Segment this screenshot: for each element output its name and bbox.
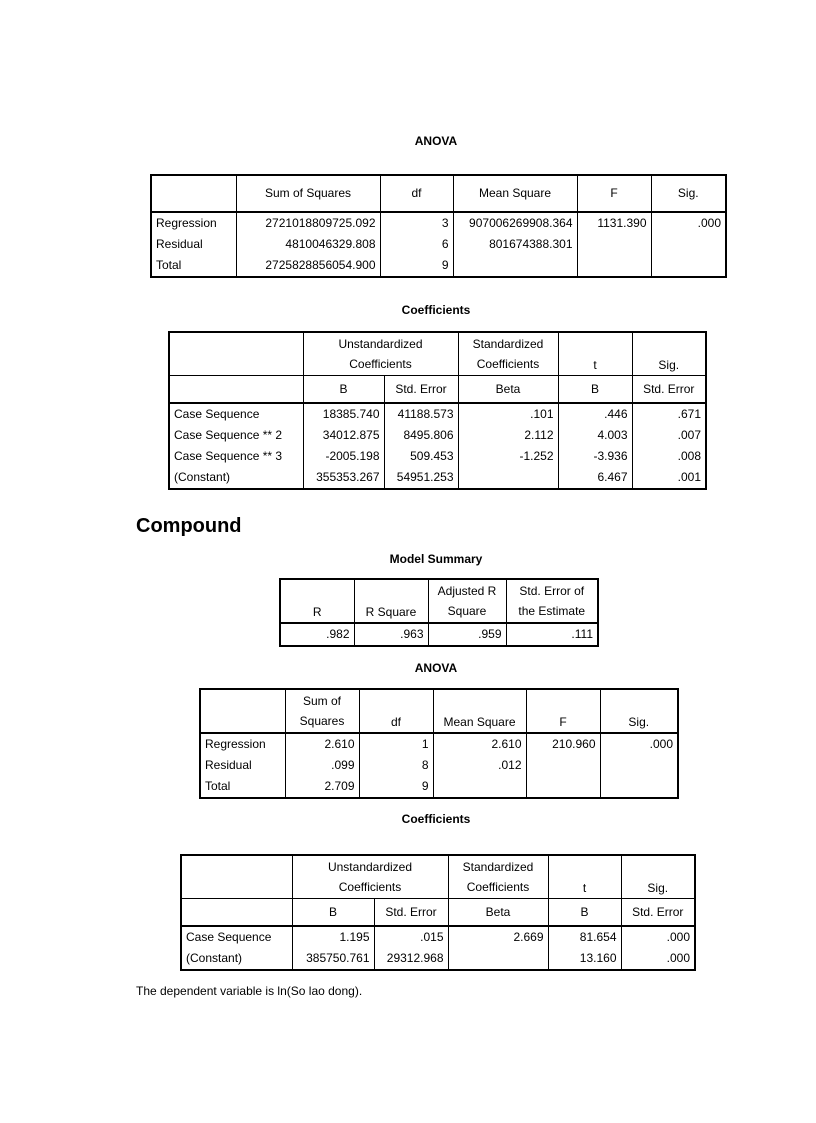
cell: .111 bbox=[506, 623, 598, 646]
header-text: Adjusted R bbox=[437, 584, 497, 598]
coef2-header-sig: Sig. bbox=[621, 855, 695, 899]
row-label: Regression bbox=[205, 737, 266, 751]
cell: .101 bbox=[458, 403, 558, 425]
coef2-header-row-2 bbox=[181, 899, 695, 927]
header-text: Sum of bbox=[302, 694, 341, 708]
table-row bbox=[169, 446, 706, 467]
header-text: Squares bbox=[299, 714, 345, 728]
anova1-table bbox=[150, 174, 727, 278]
row-label: Residual bbox=[156, 237, 203, 251]
model-summary-table bbox=[279, 578, 599, 647]
table-row bbox=[151, 255, 726, 277]
cell: 2.112 bbox=[458, 425, 558, 446]
header-text: Coefficients bbox=[338, 880, 402, 894]
cell: -1.252 bbox=[458, 446, 558, 467]
row-label: Case Sequence ** 2 bbox=[174, 428, 283, 442]
table-row bbox=[280, 623, 598, 646]
anova1-corner bbox=[151, 175, 236, 212]
coef2-corner bbox=[181, 899, 292, 927]
cell: -3.936 bbox=[558, 446, 632, 467]
cell: 385750.761 bbox=[292, 948, 374, 970]
coef1-subheader: Std. Error bbox=[632, 376, 706, 404]
cell bbox=[577, 255, 651, 277]
cell: 41188.573 bbox=[384, 403, 458, 425]
coef1-header-row-1 bbox=[169, 332, 706, 376]
cell: 3 bbox=[380, 212, 453, 234]
anova1-title: ANOVA bbox=[414, 134, 458, 148]
coef2-corner bbox=[181, 855, 292, 899]
cell: .446 bbox=[558, 403, 632, 425]
coef2-subheader: Beta bbox=[448, 899, 548, 927]
table-row bbox=[151, 212, 726, 234]
row-label: Regression bbox=[156, 216, 217, 230]
cell bbox=[433, 776, 526, 798]
header-r: R bbox=[280, 579, 354, 623]
cell: 2.610 bbox=[433, 733, 526, 755]
cell bbox=[526, 776, 600, 798]
coef1-header-t: t bbox=[558, 332, 632, 376]
cell: .963 bbox=[354, 623, 428, 646]
cell: 18385.740 bbox=[303, 403, 384, 425]
header-text: the Estimate bbox=[518, 604, 586, 618]
cell: .001 bbox=[632, 467, 706, 489]
cell: 9 bbox=[359, 776, 433, 798]
cell: 29312.968 bbox=[374, 948, 448, 970]
header-text: Standardized bbox=[462, 860, 534, 874]
header-mean-square: Mean Square bbox=[433, 689, 526, 733]
table-row bbox=[200, 755, 678, 776]
coef2-header-t: t bbox=[548, 855, 621, 899]
coef2-table bbox=[180, 854, 696, 971]
row-label: Residual bbox=[205, 758, 252, 772]
header-std-error-estimate bbox=[506, 579, 598, 623]
cell bbox=[651, 234, 726, 255]
cell bbox=[526, 755, 600, 776]
table-row bbox=[151, 234, 726, 255]
table-row bbox=[169, 403, 706, 425]
row-label: (Constant) bbox=[186, 951, 243, 965]
coef2-header-unstd bbox=[292, 855, 448, 899]
coef2-subheader: Std. Error bbox=[374, 899, 448, 927]
coef2-header-row-1 bbox=[181, 855, 695, 899]
anova1-header-cell: df bbox=[380, 175, 453, 212]
cell: 6.467 bbox=[558, 467, 632, 489]
cell bbox=[453, 255, 577, 277]
anova1-header-cell: Sum of Squares bbox=[236, 175, 380, 212]
table-row bbox=[169, 467, 706, 489]
coef2-subheader: B bbox=[292, 899, 374, 927]
section-heading-compound: Compound bbox=[136, 515, 242, 537]
coef1-corner bbox=[169, 376, 303, 404]
cell: 2.669 bbox=[448, 926, 548, 948]
header-text: Square bbox=[447, 604, 487, 618]
cell: 1 bbox=[359, 733, 433, 755]
anova2-title: ANOVA bbox=[414, 661, 458, 675]
cell: 8495.806 bbox=[384, 425, 458, 446]
header-text: Std. Error of bbox=[519, 584, 585, 598]
header-text: Coefficients bbox=[476, 357, 540, 371]
header-f: F bbox=[526, 689, 600, 733]
cell: 4810046329.808 bbox=[236, 234, 380, 255]
header-text: Coefficients bbox=[466, 880, 530, 894]
cell bbox=[458, 467, 558, 489]
header-r-square: R Square bbox=[354, 579, 428, 623]
header-text: Unstandardized bbox=[327, 860, 413, 874]
header-text: Standardized bbox=[472, 337, 544, 351]
coef1-subheader: B bbox=[303, 376, 384, 404]
cell: -2005.198 bbox=[303, 446, 384, 467]
cell: .959 bbox=[428, 623, 506, 646]
cell: 801674388.301 bbox=[453, 234, 577, 255]
cell bbox=[600, 776, 678, 798]
coef2-subheader: B bbox=[548, 899, 621, 927]
coef1-header-row-2 bbox=[169, 376, 706, 404]
coef1-table bbox=[168, 331, 707, 490]
coef2-subheader: Std. Error bbox=[621, 899, 695, 927]
cell: 1131.390 bbox=[577, 212, 651, 234]
cell bbox=[600, 755, 678, 776]
table-row bbox=[169, 425, 706, 446]
cell: 9 bbox=[380, 255, 453, 277]
table-row bbox=[181, 948, 695, 970]
header-df: df bbox=[359, 689, 433, 733]
coef2-header-std bbox=[448, 855, 548, 899]
cell: 6 bbox=[380, 234, 453, 255]
anova1-header-cell: Sig. bbox=[651, 175, 726, 212]
table-row bbox=[200, 733, 678, 755]
cell: 210.960 bbox=[526, 733, 600, 755]
cell bbox=[448, 948, 548, 970]
row-label: Case Sequence bbox=[186, 930, 272, 944]
cell bbox=[577, 234, 651, 255]
cell: .000 bbox=[651, 212, 726, 234]
anova1-header-row bbox=[151, 175, 726, 212]
row-label: Total bbox=[205, 779, 231, 793]
table-row bbox=[200, 776, 678, 798]
cell: 907006269908.364 bbox=[453, 212, 577, 234]
coef1-header-sig: Sig. bbox=[632, 332, 706, 376]
cell: 13.160 bbox=[548, 948, 621, 970]
footnote: The dependent variable is ln(So lao dong). bbox=[136, 984, 363, 998]
cell: 509.453 bbox=[384, 446, 458, 467]
row-label: Total bbox=[156, 258, 182, 272]
cell: .012 bbox=[433, 755, 526, 776]
header-text: Unstandardized bbox=[338, 337, 423, 351]
cell: 2.610 bbox=[285, 733, 359, 755]
coef1-header-unstd bbox=[303, 332, 458, 376]
cell: .007 bbox=[632, 425, 706, 446]
cell: 54951.253 bbox=[384, 467, 458, 489]
header-text: Coefficients bbox=[349, 357, 412, 371]
anova2-corner bbox=[200, 689, 285, 733]
model-summary-header-row bbox=[280, 579, 598, 623]
coef1-subheader: B bbox=[558, 376, 632, 404]
cell: 81.654 bbox=[548, 926, 621, 948]
coef1-title: Coefficients bbox=[401, 303, 471, 317]
cell: .000 bbox=[621, 948, 695, 970]
cell: 2725828856054.900 bbox=[236, 255, 380, 277]
header-adjusted-r-square bbox=[428, 579, 506, 623]
coef1-corner bbox=[169, 332, 303, 376]
anova2-table bbox=[199, 688, 679, 799]
cell: .000 bbox=[600, 733, 678, 755]
header-sum-of-squares bbox=[285, 689, 359, 733]
cell: 34012.875 bbox=[303, 425, 384, 446]
cell: .982 bbox=[326, 627, 350, 641]
cell: .000 bbox=[621, 926, 695, 948]
anova1-header-cell: Mean Square bbox=[453, 175, 577, 212]
anova1-header-cell: F bbox=[577, 175, 651, 212]
row-label: Case Sequence ** 3 bbox=[174, 449, 283, 463]
cell: 2721018809725.092 bbox=[236, 212, 380, 234]
coef2-title: Coefficients bbox=[401, 812, 471, 826]
table-row bbox=[181, 926, 695, 948]
cell: 8 bbox=[359, 755, 433, 776]
coef1-subheader: Std. Error bbox=[384, 376, 458, 404]
row-label: Case Sequence bbox=[174, 407, 260, 421]
coef1-subheader: Beta bbox=[458, 376, 558, 404]
cell: .099 bbox=[285, 755, 359, 776]
cell: .008 bbox=[632, 446, 706, 467]
cell: 4.003 bbox=[558, 425, 632, 446]
cell: .015 bbox=[374, 926, 448, 948]
anova2-header-row bbox=[200, 689, 678, 733]
header-sig: Sig. bbox=[600, 689, 678, 733]
coef1-header-std bbox=[458, 332, 558, 376]
cell: 1.195 bbox=[292, 926, 374, 948]
cell: 355353.267 bbox=[303, 467, 384, 489]
cell bbox=[651, 255, 726, 277]
cell: .671 bbox=[632, 403, 706, 425]
row-label: (Constant) bbox=[174, 470, 231, 484]
cell: 2.709 bbox=[285, 776, 359, 798]
model-summary-title: Model Summary bbox=[389, 552, 483, 566]
